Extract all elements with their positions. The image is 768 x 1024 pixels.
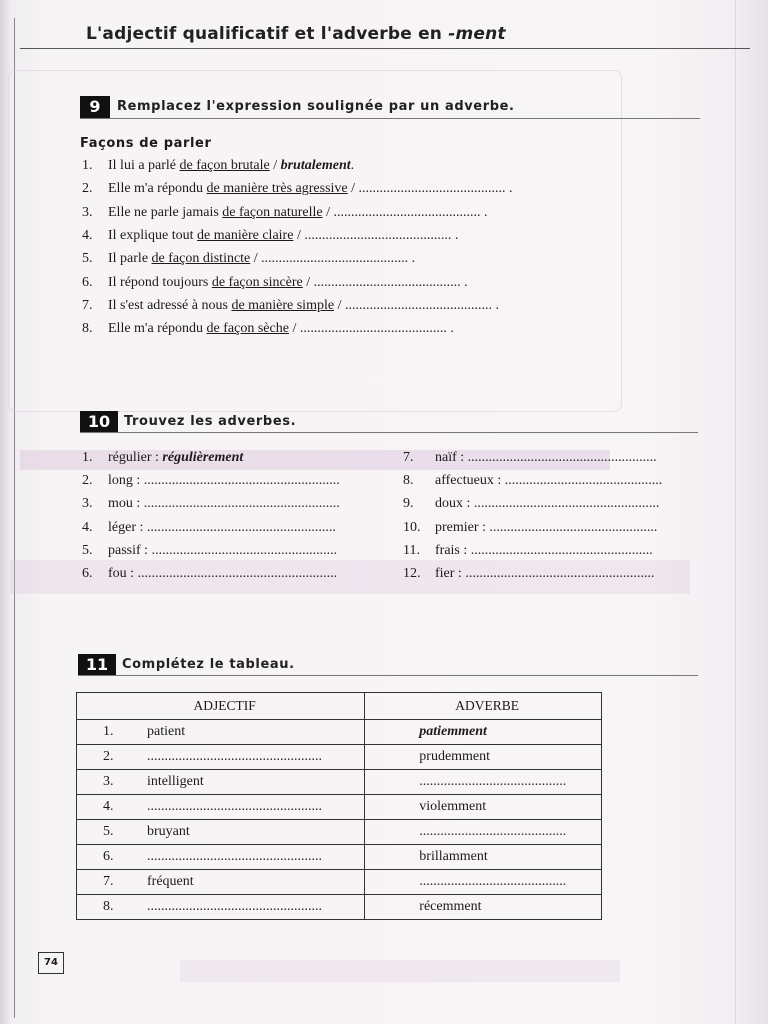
adverbe-value: prudemment — [419, 749, 491, 764]
adjectif-cell — [77, 870, 365, 895]
column-header-adverbe: ADVERBE — [365, 693, 602, 720]
table-header-row — [77, 693, 602, 720]
example-answer: régulièrement — [162, 450, 244, 465]
answer-line: ........................................................ — [143, 473, 340, 489]
exercise-10-item — [82, 496, 340, 512]
adjectif-value: bruyant — [147, 824, 190, 839]
exercise-9-item — [82, 275, 468, 291]
table-row — [77, 770, 602, 795]
adjective-adverb-table — [76, 692, 602, 920]
chapter-title: L'adjectif qualificatif et l'adverbe en — [86, 24, 449, 44]
adverbe-value: .......................................... — [419, 874, 567, 889]
row-number: 7. — [103, 874, 114, 889]
answer-line: / .......................................... . — [334, 297, 499, 313]
adverbe-cell — [365, 745, 602, 770]
row-number: 2. — [103, 749, 114, 764]
chapter-header — [86, 24, 506, 44]
exercise-9-item — [82, 205, 487, 221]
page-right-edge — [735, 0, 768, 1024]
adjectif-value: .................................................. — [147, 899, 322, 914]
adjectif-value: fréquent — [147, 874, 194, 889]
row-number: 1. — [103, 724, 114, 739]
table-row — [77, 870, 602, 895]
exercise-11-rule — [78, 675, 698, 676]
bleed-through-band — [180, 960, 620, 982]
underlined-expression: de manière simple — [231, 297, 335, 313]
adverbe-value: brillamment — [419, 849, 488, 864]
item-number: 7. — [82, 297, 93, 313]
adverbe-cell — [365, 870, 602, 895]
underlined-expression: de façon sincère — [211, 274, 303, 290]
item-number: 4. — [82, 519, 93, 535]
adverbe-cell — [365, 770, 602, 795]
item-sentence: Elle m'a répondu — [108, 321, 207, 337]
item-number: 6. — [82, 566, 93, 581]
row-number: 8. — [103, 899, 114, 914]
answer-line: ..................................................... — [473, 496, 660, 512]
item-end: . — [350, 158, 355, 173]
exercise-10-item — [403, 566, 654, 582]
adjective: mou : — [108, 496, 144, 512]
item-sentence: Il parle — [108, 251, 152, 267]
exercise-11-number: 11 — [78, 654, 116, 676]
exercise-10-item — [82, 450, 243, 466]
item-sentence: Il explique tout — [108, 227, 198, 243]
adverbe-value: violemment — [419, 799, 487, 814]
adjectif-value: intelligent — [147, 774, 204, 789]
item-sentence: Il s'est adressé à nous — [108, 297, 232, 313]
adverbe-cell — [365, 795, 602, 820]
adjectif-value: .................................................. — [147, 749, 322, 764]
adjectif-cell — [77, 770, 365, 795]
answer-line: .................................................... — [470, 542, 653, 558]
adjective: naïf : — [435, 450, 468, 465]
table-row — [77, 720, 602, 745]
item-number: 4. — [82, 227, 93, 243]
adjective: affectueux : — [435, 473, 505, 489]
answer-line: / .......................................... . — [302, 274, 468, 290]
item-sentence: Il lui a parlé — [108, 158, 180, 173]
adjective: long : — [108, 473, 144, 489]
exercise-9-item — [82, 181, 513, 197]
exercise-10-item — [82, 473, 340, 489]
answer-line: / .......................................... . — [347, 181, 513, 197]
answer-line: ...................................................... — [467, 450, 657, 465]
adverbe-cell — [365, 845, 602, 870]
adverbe-value: récemment — [419, 899, 482, 914]
exercise-10-item — [403, 473, 662, 489]
adjectif-cell — [77, 820, 365, 845]
exercise-11-title: Complétez le tableau. — [122, 657, 295, 672]
adjectif-value: .................................................. — [147, 849, 322, 864]
adjectif-cell — [77, 795, 365, 820]
adjectif-cell — [77, 845, 365, 870]
exercise-9-number: 9 — [80, 96, 110, 118]
exercise-9-item — [82, 321, 454, 337]
adverbe-value: .......................................... — [419, 824, 567, 839]
row-number: 5. — [103, 824, 114, 839]
underlined-expression: de façon sèche — [206, 321, 289, 337]
adjective: fier : — [435, 566, 466, 581]
underlined-expression: de manière très agressive — [206, 181, 348, 197]
exercise-10-item — [403, 496, 659, 512]
item-number: 3. — [82, 204, 93, 220]
exercise-9-item — [82, 228, 458, 244]
table-row — [77, 820, 602, 845]
item-number: 10. — [403, 519, 421, 535]
answer-line: / — [269, 158, 281, 173]
row-number: 3. — [103, 774, 114, 789]
row-number: 6. — [103, 849, 114, 864]
adjectif-cell — [77, 720, 365, 745]
column-header-adjectif: ADJECTIF — [77, 693, 365, 720]
exercise-10-item — [82, 520, 336, 536]
exercise-9-item — [82, 158, 354, 174]
item-sentence: Elle ne parle jamais — [108, 204, 223, 220]
item-number: 1. — [82, 450, 93, 465]
exercise-9-item — [82, 298, 499, 314]
underlined-expression: de façon brutale — [179, 158, 270, 173]
exercise-10-item — [403, 543, 653, 559]
adjective: passif : — [108, 542, 152, 558]
underlined-expression: de manière claire — [197, 227, 294, 243]
item-sentence: Elle m'a répondu — [108, 181, 207, 197]
item-number: 2. — [82, 473, 93, 489]
answer-line: ........................................................ — [143, 496, 340, 512]
exercise-10-item — [82, 543, 337, 559]
adverbe-cell — [365, 895, 602, 920]
answer-line: ...................................................... — [146, 519, 336, 535]
exercise-10-number: 10 — [80, 411, 118, 433]
answer-line: / .......................................... . — [250, 251, 416, 267]
answer-line: ..................................................... — [151, 542, 338, 558]
adjective: léger : — [108, 519, 147, 535]
answer-line: / .......................................... . — [293, 227, 459, 243]
item-number: 7. — [403, 450, 414, 465]
item-number: 5. — [82, 542, 93, 558]
item-number: 1. — [82, 158, 93, 173]
exercise-9-item — [82, 251, 415, 267]
answer-line: ......................................................... — [137, 566, 338, 581]
table-row — [77, 845, 602, 870]
item-number: 9. — [403, 496, 414, 512]
adverbe-value: patiemment — [419, 724, 487, 739]
adjective: doux : — [435, 496, 474, 512]
answer-line: / .......................................... . — [288, 321, 454, 337]
chapter-title-suffix: -ment — [448, 24, 506, 44]
item-number: 6. — [82, 274, 93, 290]
table-row — [77, 895, 602, 920]
item-number: 5. — [82, 251, 93, 267]
adjective: premier : — [435, 519, 490, 535]
adjective: frais : — [435, 542, 471, 558]
adverbe-value: .......................................... — [419, 774, 567, 789]
adjective: fou : — [108, 566, 138, 581]
item-number: 2. — [82, 181, 93, 197]
adjectif-value: patient — [147, 724, 186, 739]
underlined-expression: de façon naturelle — [222, 204, 323, 220]
header-rule — [20, 48, 750, 49]
answer-line: ...................................................... — [465, 566, 655, 581]
exercise-9-rule — [80, 118, 700, 119]
underlined-expression: de façon distincte — [151, 251, 251, 267]
item-number: 11. — [403, 542, 420, 558]
adverbe-cell — [365, 720, 602, 745]
table-row — [77, 795, 602, 820]
answer-line: ................................................ — [489, 519, 658, 535]
table-row — [77, 745, 602, 770]
adjective: régulier : — [108, 450, 163, 465]
adverbe-cell — [365, 820, 602, 845]
exercise-9-subtitle: Façons de parler — [80, 136, 212, 151]
exercise-10-title: Trouvez les adverbes. — [124, 414, 297, 429]
example-answer: brutalement — [280, 158, 351, 173]
item-sentence: Il répond toujours — [108, 274, 212, 290]
exercise-10-rule — [80, 432, 698, 433]
item-number: 3. — [82, 496, 93, 512]
exercise-10-item — [82, 566, 337, 582]
item-number: 12. — [403, 566, 421, 581]
exercise-9-title: Remplacez l'expression soulignée par un adverbe. — [117, 99, 515, 114]
answer-line: ............................................. — [504, 473, 663, 489]
exercise-10-item — [403, 520, 657, 536]
item-number: 8. — [403, 473, 414, 489]
answer-line: / .......................................... . — [322, 204, 488, 220]
adjectif-cell — [77, 895, 365, 920]
adjectif-value: .................................................. — [147, 799, 322, 814]
adjectif-cell — [77, 745, 365, 770]
exercise-10-item — [403, 450, 657, 466]
page-number: 74 — [38, 952, 64, 974]
row-number: 4. — [103, 799, 114, 814]
item-number: 8. — [82, 321, 93, 337]
